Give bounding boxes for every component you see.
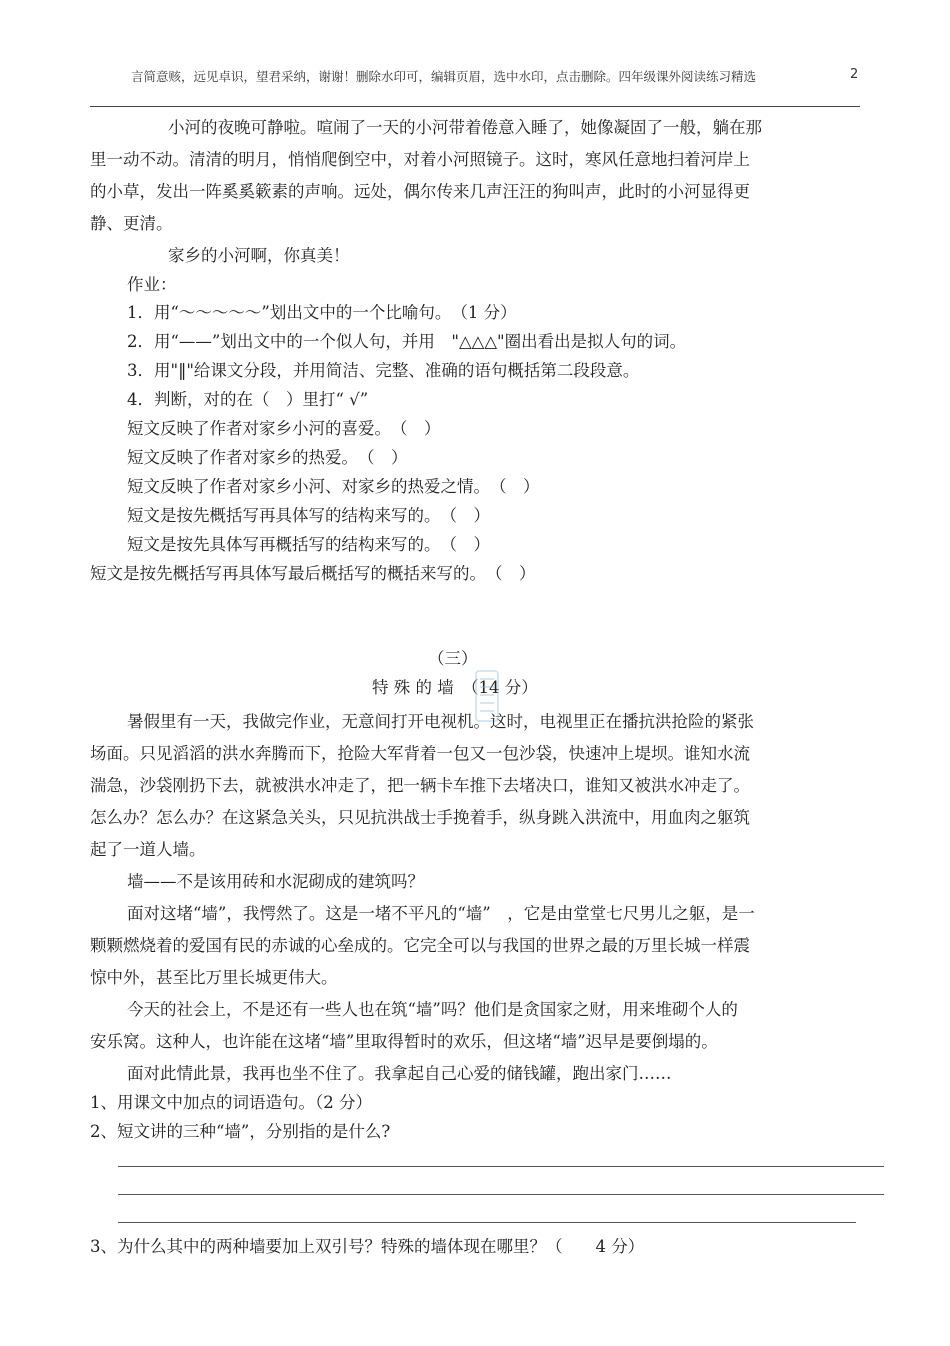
- passage3-line: 场面。只见滔滔的洪水奔腾而下，抢险大军背着一包又一包沙袋，快速冲上堤坝。谁知水流: [90, 744, 750, 763]
- passage2-line: 静、更清。: [90, 214, 173, 233]
- passage3-question: 1、用课文中加点的词语造句。（2 分）: [90, 1093, 372, 1112]
- passage3-line: 安乐窝。这种人，也许能在这堵“墙”里取得暂时的欢乐，但这堵“墙”迟早是要倒塌的。: [90, 1032, 718, 1051]
- judgment-item: 短文反映了作者对家乡小河、对家乡的热爱之情。 （ ）: [127, 477, 540, 496]
- passage3-line: 面对这堵“墙”，我愕然了。这是一堵不平凡的“墙” ，它是由堂堂七尺男儿之躯，是一: [127, 904, 755, 923]
- section-number: （三）: [428, 649, 478, 668]
- judgment-item: 短文是按先概括写再具体写的结构来写的。 （ ）: [127, 506, 490, 525]
- answer-line[interactable]: [118, 1222, 856, 1223]
- header-rule: [90, 106, 860, 107]
- passage3-line: 怎么办？怎么办？在这紧急关头，只见抗洪战士手挽着手，纵身跳入洪流中，用血肉之躯筑: [90, 808, 750, 827]
- judgment-item: 短文反映了作者对家乡的热爱。 （ ）: [127, 448, 408, 467]
- answer-line[interactable]: [118, 1166, 884, 1167]
- homework-label: 作业：: [127, 275, 177, 294]
- passage3-question: 3、为什么其中的两种墙要加上双引号？特殊的墙体现在哪里？（ 4 分）: [90, 1237, 645, 1256]
- passage3-line: 湍急，沙袋刚扔下去，就被洪水冲走了，把一辆卡车推下去堵决口，谁知又被洪水冲走了。: [90, 776, 750, 795]
- passage3-question: 2、短文讲的三种“墙”，分别指的是什么?: [90, 1122, 391, 1141]
- page-number: 2: [850, 67, 859, 82]
- judgment-item: 短文是按先概括写再具体写最后概括写的概括来写的。 （ ）: [90, 564, 536, 583]
- homework-question: 1．用“～～～～～”划出文中的一个比喻句。 （1 分）: [127, 303, 517, 322]
- passage3-line: 颗颗燃烧着的爱国有民的赤诚的心垒成的。它完全可以与我国的世界之最的万里长城一样震: [90, 936, 750, 955]
- passage2-line: 里一动不动。清清的明月，悄悄爬倒空中，对着小河照镜子。这时，寒风任意地扫着河岸上: [90, 150, 750, 169]
- header-note: 言简意赅，远见卓识，望君采纳，谢谢！删除水印可，编辑页眉，选中水印，点击删除。四年级课外阅读练习精选: [131, 69, 757, 84]
- answer-line[interactable]: [118, 1194, 884, 1195]
- passage2-line: 小河的夜晚可静啦。喧闹了一天的小河带着倦意入睡了，她像凝固了一般，躺在那: [168, 118, 762, 137]
- passage3-line: 面对此情此景，我再也坐不住了。我拿起自己心爱的储钱罐，跑出家门……: [127, 1064, 672, 1083]
- passage3-line: 惊中外，甚至比万里长城更伟大。: [90, 968, 338, 987]
- passage3-line: 暑假里有一天，我做完作业，无意间打开电视机。这时，电视里正在播抗洪抢险的紧张: [127, 712, 754, 731]
- passage-title: 特 殊 的 墙 （14 分）: [372, 678, 538, 697]
- judgment-item: 短文是按先具体写再概括写的结构来写的。 （ ）: [127, 535, 490, 554]
- passage3-line: 起了一道人墙。: [90, 840, 206, 859]
- passage2-line: 的小草，发出一阵奚奚簌素的声响。远处，偶尔传来几声汪汪的狗叫声，此时的小河显得更: [90, 182, 750, 201]
- homework-question: 4．判断，对的在（ ）里打“ √”: [127, 390, 369, 409]
- homework-question: 3．用"‖"给课文分段，并用简洁、完整、准确的语句概括第二段段意。: [127, 361, 640, 380]
- homework-question: 2．用“——”划出文中的一个似人句，并用 "△△△"圈出看出是拟人句的词。: [127, 332, 687, 351]
- passage2-closing: 家乡的小河啊，你真美！: [168, 246, 350, 265]
- judgment-item: 短文反映了作者对家乡小河的喜爱。 （ ）: [127, 419, 441, 438]
- passage3-line: 墙——不是该用砖和水泥砌成的建筑吗？: [127, 872, 424, 891]
- passage3-line: 今天的社会上，不是还有一些人也在筑“墙”吗？他们是贪国家之财，用来堆砌个人的: [127, 1000, 738, 1019]
